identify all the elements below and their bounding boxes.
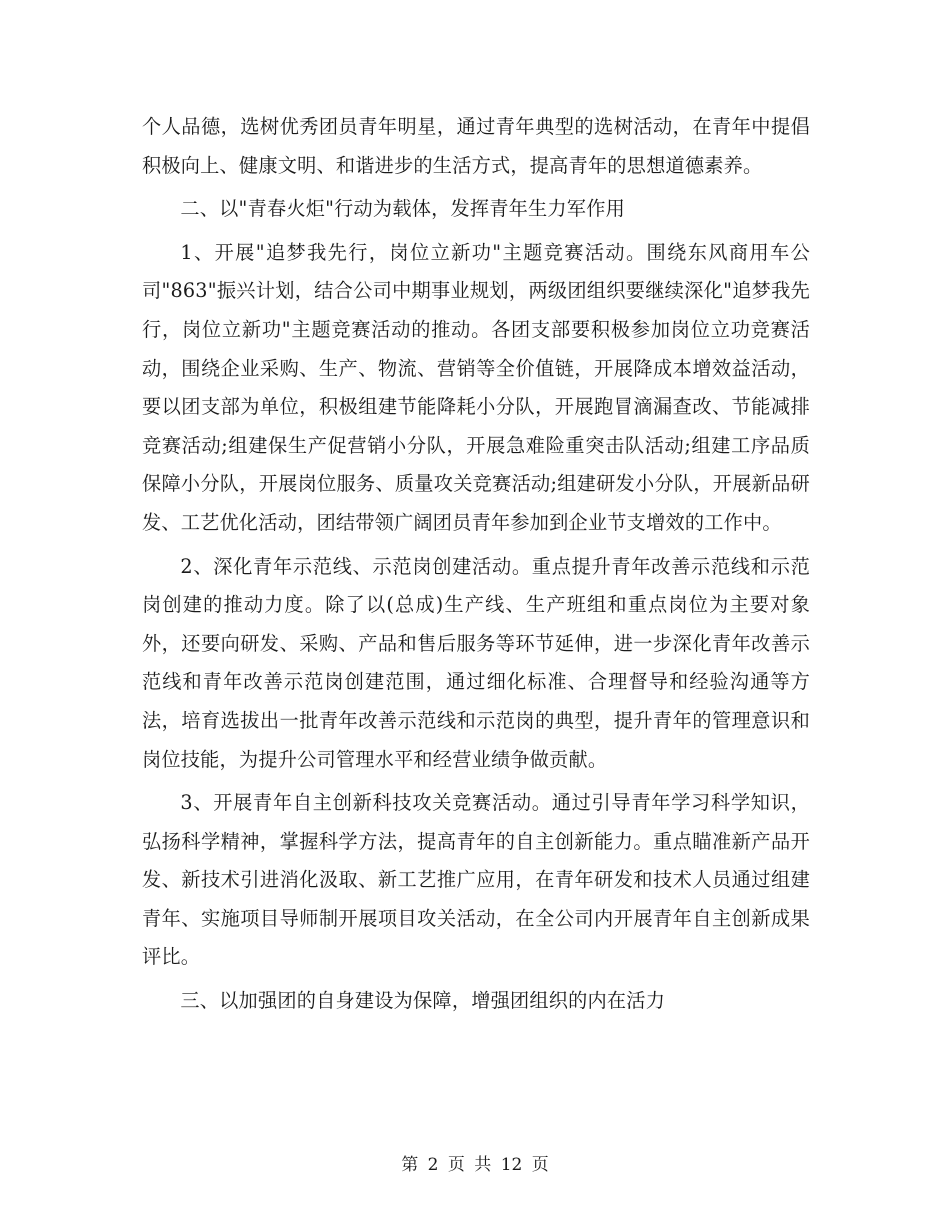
page-footer: 第 2 页 共 12 页 xyxy=(401,1155,549,1175)
paragraph-item-3: 3、开展青年自主创新科技攻关竞赛活动。通过引导青年学习科学知识，弘扬科学精神，掌握科学方法，提高青年的自主创新能力。重点瞄准新产品开发、新技术引进消化汲取、新工艺推广应用，在青年研发和技术人员通过组建青年、实施项目导师制开展项目攻关活动，在全公司内开展青年自主创新成果评比。 xyxy=(142,791,810,969)
section-heading-3: 三、以加强团的自身建设为保障，增强团组织的内在活力 xyxy=(180,989,666,1013)
section-heading-2: 二、以"青春火炬"行动为载体，发挥青年生力军作用 xyxy=(180,197,625,221)
paragraph-continuation: 个人品德，选树优秀团员青年明星，通过青年典型的选树活动，在青年中提倡积极向上、健康文明、和谐进步的生活方式，提高青年的思想道德素养。 xyxy=(142,115,810,177)
document-body xyxy=(142,108,810,1021)
paragraph-item-1: 1、开展"追梦我先行，岗位立新功"主题竞赛活动。围绕东风商用车公司"863"振兴计划，结合公司中期事业规划，两级团组织要继续深化"追梦我先行，岗位立新功"主题竞赛活动的推动。各团支部要积极参加岗位立功竞赛活动，围绕企业采购、生产、物流、营销等全价值链，开展降成本增效益活动，要以团支部为单位，积极组建节能降耗小分队，开展跑冒滴漏查改、节能减排竞赛活动;组建保生产促营销小分队，开展急难险重突击队活动;组建工序品质保障小分队，开展岗位服务、质量攻关竞赛活动;组建研发小分队，开展新品研发、工艺优化活动，团结带领广阔团员青年参加到企业节支增效的工作中。 xyxy=(142,240,810,534)
paragraph-item-2: 2、深化青年示范线、示范岗创建活动。重点提升青年改善示范线和示范岗创建的推动力度。除了以(总成)生产线、生产班组和重点岗位为主要对象外，还要向研发、采购、产品和售后服务等环节延伸，进一步深化青年改善示范线和青年改善示范岗创建范围，通过细化标准、合理督导和经验沟通等方法，培育选拔出一批青年改善示范线和示范岗的典型，提升青年的管理意识和岗位技能，为提升公司管理水平和经营业绩争做贡献。 xyxy=(142,554,810,771)
